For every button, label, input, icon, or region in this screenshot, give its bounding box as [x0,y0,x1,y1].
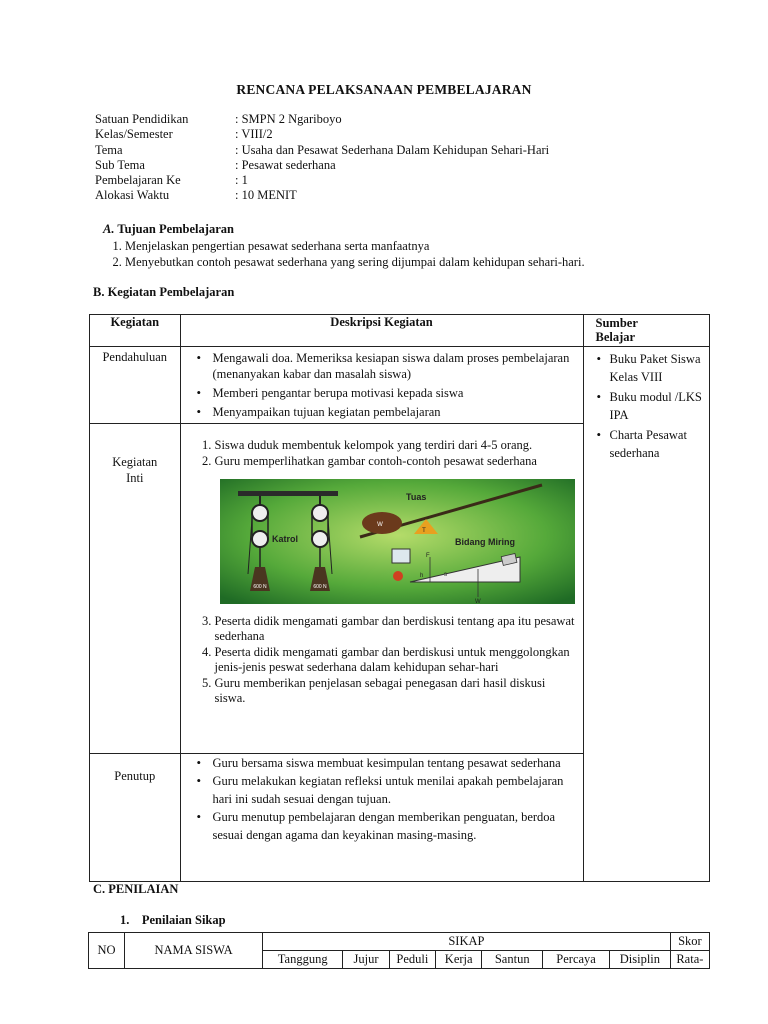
simple-machines-figure [220,479,575,604]
list-item: 2. Guru memperlihatkan gambar contoh-contoh pesawat sederhana [215,454,575,469]
inti-label-line2: Inti [126,471,144,485]
info-row [95,188,549,203]
incline-box [392,549,410,563]
header-rata: Rata- [670,951,709,969]
header-col: Disiplin [610,951,671,969]
info-label: Pembelajaran Ke [95,173,181,188]
pendahuluan-list [195,350,575,420]
header-sumber [583,315,709,347]
objectives-list [105,238,585,270]
inti-list-before [195,438,575,469]
list-item: • Charta Pesawat sederhana [610,426,705,462]
activities-table [89,314,710,882]
info-value: : Pesawat sederhana [235,157,336,172]
pulley-wheel [312,505,328,521]
header-no: NO [89,933,125,969]
objective-item: 1. Menjelaskan pengertian pesawat sederhana serta manfaatnya [125,238,585,254]
penilaian-sikap-heading: 1. Penilaian Sikap [120,913,226,927]
list-item: 5. Guru memberikan penjelasan sebagai penegasan dari hasil diskusi siswa. [215,676,575,706]
section-a-letter: A. [103,222,115,236]
inti-label-cell [90,424,181,754]
pendahuluan-label-cell [90,347,181,424]
attitude-assessment-table [88,932,710,969]
list-item: • Guru bersama siswa membuat kesimpulan tentang pesawat sederhana [213,754,575,772]
info-value: : VIII/2 [235,127,273,142]
info-value: : 10 MENIT [235,188,297,203]
inti-list-after [195,614,575,706]
info-value: : SMPN 2 Ngariboyo [235,112,342,126]
sumber-list [598,350,705,462]
info-row [95,143,549,158]
info-value: : Usaha dan Pesawat Sederhana Dalam Kehidupan Sehari-Hari [235,142,550,157]
penutup-list [195,754,575,844]
load-label: 600 N [252,584,267,590]
list-item: 1. Siswa duduk membentuk kelompok yang terdiri dari 4-5 orang. [215,438,575,453]
list-item: • Buku Paket Siswa Kelas VIII [610,350,705,386]
penutup-label: Penutup [114,769,156,783]
info-label: Sub Tema [95,157,145,172]
header-kegiatan: Kegiatan [90,315,181,347]
section-b-heading: B. Kegiatan Pembelajaran [93,285,235,299]
force-label: F [425,553,430,559]
list-item: • Memberi pengantar berupa motivasi kepada siswa [213,385,575,401]
header-col: Tanggung [263,951,343,969]
simple-machines-image [220,479,575,604]
info-row [95,173,549,188]
penutup-cell [180,754,583,882]
pendahuluan-label: Pendahuluan [102,350,168,364]
header-sumber-line1: Sumber [595,316,638,330]
section-a-title: Tujuan Pembelajaran [117,222,234,236]
objective-item: 2. Menyebutkan contoh pesawat sederhana yang sering dijumpai dalam kehidupan sehari-hari. [125,254,585,270]
pendahuluan-cell [180,347,583,424]
info-label: Kelas/Semester [95,127,173,142]
header-col: Santun [482,951,543,969]
header-deskripsi: Deskripsi Kegiatan [180,315,583,347]
header-sumber-line2: Belajar [595,330,636,344]
header-skor: Skor [670,933,709,951]
weight-label: W [474,599,481,604]
lever-load-label: W [376,522,383,528]
section-c-heading: C. PENILAIAN [93,882,179,896]
info-value: : 1 [235,173,248,188]
height-label: h [419,573,423,579]
header-col: Peduli [389,951,435,969]
sumber-cell [583,347,709,882]
fulcrum-label: T [421,528,426,534]
katrol-label: Katrol [271,534,298,544]
info-label: Alokasi Waktu [95,188,170,203]
pulley-wheel [252,505,268,521]
header-col: Percaya [543,951,610,969]
tuas-label: Tuas [405,492,426,502]
inti-label-line1: Kegiatan [112,455,158,469]
list-item: • Guru menutup pembelajaran dengan memberikan penguatan, berdoa sesuai dengan agama dan keyakinan masing-masing. [213,808,575,844]
header-col: Kerja [436,951,482,969]
info-row [95,112,549,127]
penutup-label-cell [90,754,181,882]
list-item: 3. Peserta didik mengamati gambar dan berdiskusi tentang apa itu pesawat sederhana [215,614,575,644]
inti-cell [180,424,583,754]
page-title: RENCANA PELAKSANAAN PEMBELAJARAN [236,82,532,97]
info-row [95,158,549,173]
list-item: • Guru melakukan kegiatan refleksi untuk menilai apakah pembelajaran hari ini sudah sesuai dengan tujuan. [213,772,575,808]
identity-block [95,112,549,204]
load-label: 600 N [312,584,327,590]
pulley-beam [238,491,338,496]
pulley-wheel [312,531,328,547]
header-sikap: SIKAP [263,933,671,951]
info-row [95,127,549,142]
bidang-miring-label: Bidang Miring [454,537,515,547]
list-item: • Buku modul /LKS IPA [610,388,705,424]
pulley-wheel [252,531,268,547]
list-item: 4. Peserta didik mengamati gambar dan berdiskusi untuk menggolongkan jenis-jenis peswat sederhana dalam kehidupan sehar-hari [215,645,575,675]
info-label: Tema [95,142,123,157]
header-nama: NAMA SISWA [125,933,263,969]
info-label: Satuan Pendidikan [95,112,189,126]
incline-wheel [393,571,403,581]
length-label: s [443,572,447,578]
list-item: • Menyampaikan tujuan kegiatan pembelajaran [213,404,575,420]
header-col: Jujur [343,951,389,969]
section-a-heading [103,222,234,237]
list-item: • Mengawali doa. Memeriksa kesiapan siswa dalam proses pembelajaran (menanyakan kabar dan masalah siswa) [213,350,575,382]
